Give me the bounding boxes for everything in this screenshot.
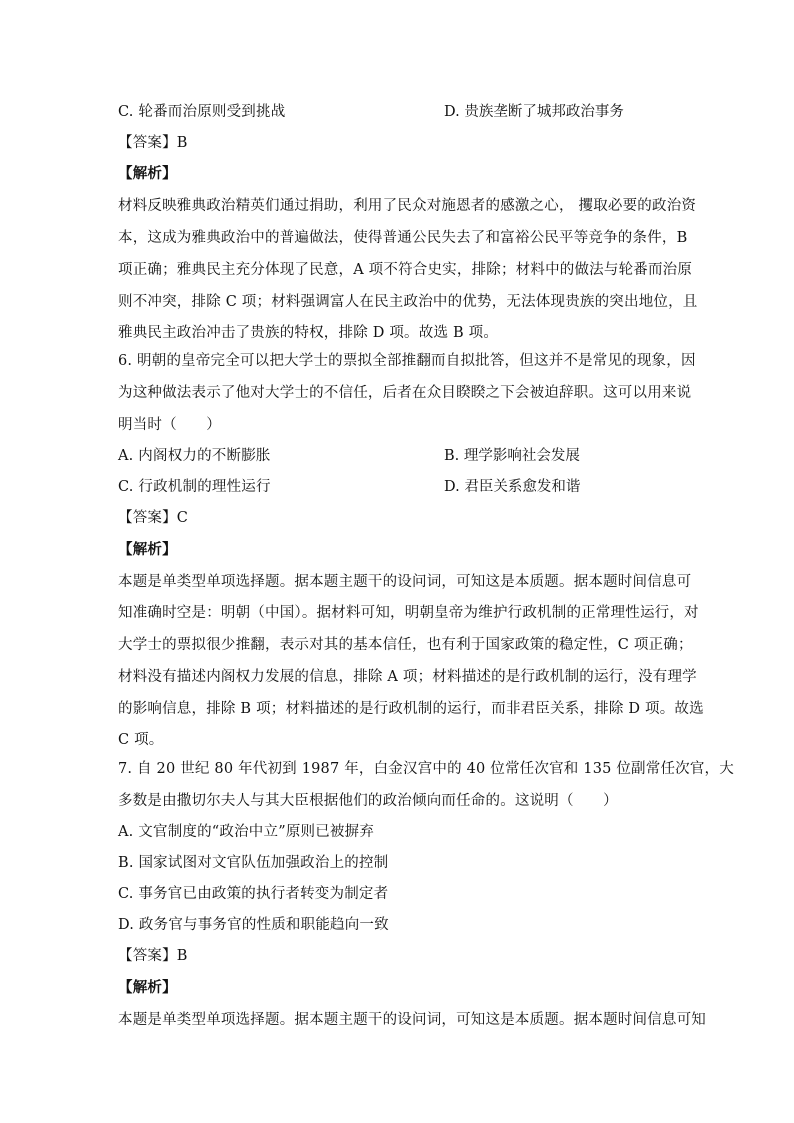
q6-analysis-line: 知准确时空是：明朝（中国）。据材料可知，明朝皇帝为维护行政机制的正常理性运行，对 bbox=[118, 605, 699, 621]
q6-analysis-line: C 项。 bbox=[118, 732, 164, 748]
q6-analysis-line: 本题是单类型单项选择题。据本题主题干的设问词，可知这是本质题。据本题时间信息可 bbox=[118, 574, 692, 590]
q5-analysis-line: 则不冲突，排除 C 项；材料强调富人在民主政治中的优势，无法体现贵族的突出地位，且 bbox=[118, 294, 698, 310]
q5-option-d: D. 贵族垄断了城邦政治事务 bbox=[444, 104, 624, 120]
q7-analysis-label: 【解析】 bbox=[118, 979, 177, 996]
q6-analysis-label: 【解析】 bbox=[118, 541, 177, 558]
q7-answer: 【答案】B bbox=[118, 948, 188, 964]
q5-analysis-line: 项正确；雅典民主充分体现了民意，A 项不符合史实，排除；材料中的做法与轮番而治原 bbox=[118, 262, 693, 278]
q5-analysis-line: 材料反映雅典政治精英们通过捐助，利用了民众对施恩者的感激之心， 攫取必要的政治资 bbox=[118, 198, 697, 214]
q6-stem-line: 明当时（ ） bbox=[118, 417, 221, 433]
q6-stem-line: 为这种做法表示了他对大学士的不信任，后者在众目睽睽之下会被迫辞职。这可以用来说 bbox=[118, 385, 692, 401]
q5-answer: 【答案】B bbox=[118, 135, 188, 151]
q6-option-d: D. 君臣关系愈发和谐 bbox=[444, 479, 581, 495]
q7-option-b: B. 国家试图对文官队伍加强政治上的控制 bbox=[118, 855, 389, 871]
q6-option-b: B. 理学影响社会发展 bbox=[444, 448, 580, 464]
q7-stem-line: 7. 自 20 世纪 80 年代初到 1987 年，白金汉宫中的 40 位常任次官和 135 位副常任次官，大 bbox=[118, 761, 734, 777]
q6-option-a: A. 内阁权力的不断膨胀 bbox=[118, 448, 271, 464]
q5-analysis-line: 雅典民主政治冲击了贵族的特权，排除 D 项。故选 B 项。 bbox=[118, 325, 499, 341]
q7-option-d: D. 政务官与事务官的性质和职能趋向一致 bbox=[118, 917, 389, 933]
q6-analysis-line: 材料没有描述内阁权力发展的信息，排除 A 项；材料描述的是行政机制的运行，没有理学 bbox=[118, 669, 697, 685]
q7-analysis-line: 本题是单类型单项选择题。据本题主题干的设问词，可知这是本质题。据本题时间信息可知 bbox=[118, 1012, 706, 1028]
q5-analysis-line: 本，这成为雅典政治中的普遍做法，使得普通公民失去了和富裕公民平等竞争的条件，B bbox=[118, 230, 688, 246]
q6-analysis-line: 的影响信息，排除 B 项；材料描述的是行政机制的运行，而非君臣关系，排除 D 项。故选 bbox=[118, 701, 704, 717]
q6-analysis-line: 大学士的票拟很少推翻，表示对其的基本信任，也有利于国家政策的稳定性，C 项正确； bbox=[118, 637, 693, 653]
q7-option-c: C. 事务官已由政策的执行者转变为制定者 bbox=[118, 886, 389, 902]
q5-analysis-label: 【解析】 bbox=[118, 165, 177, 182]
q6-stem-line: 6. 明朝的皇帝完全可以把大学士的票拟全部推翻而自拟批答，但这并不是常见的现象，因 bbox=[118, 353, 696, 369]
q6-answer: 【答案】C bbox=[118, 510, 189, 526]
q6-option-c: C. 行政机制的理性运行 bbox=[118, 479, 271, 495]
q7-stem-line: 多数是由撒切尔夫人与其大臣根据他们的政治倾向而任命的。这说明（ ） bbox=[118, 793, 618, 809]
q5-option-c: C. 轮番而治原则受到挑战 bbox=[118, 104, 286, 120]
q7-option-a: A. 文官制度的“政治中立”原则已被摒弃 bbox=[118, 824, 375, 840]
